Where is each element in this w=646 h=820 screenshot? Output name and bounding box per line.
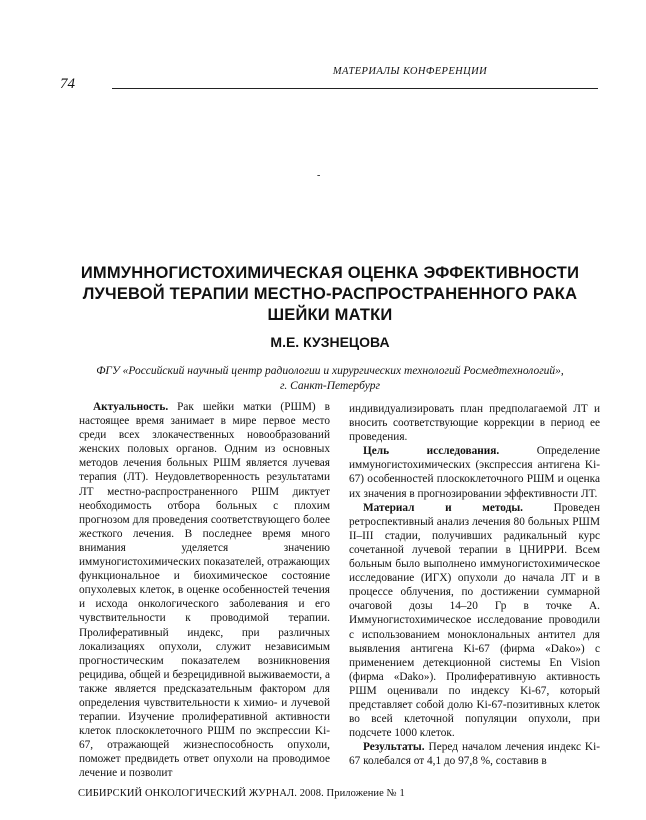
paragraph-continuation bbox=[349, 402, 600, 444]
affiliation-line: ФГУ «Российский научный центр радиологии и хирургических технологий Росмедтехнологий», bbox=[96, 365, 564, 377]
paragraph-aim bbox=[349, 444, 600, 500]
paragraph-heading: Цель исследования. bbox=[363, 445, 500, 458]
paragraph-results bbox=[349, 740, 600, 768]
paragraph-text: Определение иммуногистохимических (экспрессия антигена Ki-67) особенностей плоскоклеточного РШМ и оценка их значения в прогнозировании эффективности ЛТ. bbox=[349, 445, 600, 500]
paragraph-text: индивидуализировать план предполагаемой ЛТ и вносить соответствующие коррекции в период ее проведения. bbox=[349, 403, 600, 444]
paragraph-heading: Актуальность. bbox=[93, 401, 169, 413]
page-number: 74 bbox=[60, 76, 75, 92]
title-line: ЛУЧЕВОЙ ТЕРАПИИ МЕСТНО-РАСПРОСТРАНЕННОГО РАКА bbox=[82, 285, 578, 303]
paragraph-text: Перед началом лечения индекс Ki-67 колебался от 4,1 до 97,8 %, составив в bbox=[349, 741, 600, 768]
paragraph-text: Проведен ретроспективный анализ лечения 80 больных РШМ II–III стадии, получивших радикальный курс сочетанной лучевой терапии в ЦНИРРИ. Всем больным было выполнено иммуногистохимическое исследование (ИГХ) опухоли до начала ЛТ и в процессе облучения, по достижении суммарной очаговой дозы 14–20 Гр в точке А. Иммуногистохимическое исследование проводили с использованием моноклональных антител для выявления антигена Ki-67 (фирма «Dako») с применением детекционной системы En Vision (фирма «Dako»). Пролиферативную активность РШМ оценивали по индексу Ki-67, который представляет собой долю Ki-67-позитивных клеток во всей клеточной популяции опухоли, при подсчете 1000 клеток. bbox=[349, 501, 600, 740]
journal-footer: СИБИРСКИЙ ОНКОЛОГИЧЕСКИЙ ЖУРНАЛ. 2008. Приложение № 1 bbox=[78, 788, 405, 799]
paragraph-relevance bbox=[79, 400, 330, 781]
paragraph-text: Рак шейки матки (РШМ) в настоящее время занимает в мире первое место среди всех злокачественных новообразований женских половых органов. Одним из основных методов лечения больных РШМ является лучевая терапия (ЛТ). Неудовлетворенность результатами ЛТ местно-распространенного РШМ диктует необходимость отбора больных с плохим прогнозом для проведения соответствующего более жесткого лечения. В последнее время много внимания уделяется значению иммуногистохимических показателей, отражающих функциональное и биохимическое состояние опухолевых клеток, в оценке особенностей течения и исхода онкологического заболевания и его чувствительности к проводимой терапии. Пролиферативный индекс, при различных локализациях опухоли, служит независимым прогностическим показателем возникновения рецидива, общей и безрецидивной выживаемости, а также является предсказательным фактором для определения чувствительности к химио- и лучевой терапии. Изучение пролиферативной активности клеток плоскоклеточного РШМ по экспрессии Ki-67, отражающей жизнеспособность опухоли, поможет предвидеть ответ опухоли на проводимое лечение и позволит bbox=[79, 401, 330, 780]
title-line: ИММУННОГИСТОХИМИЧЕСКАЯ ОЦЕНКА ЭФФЕКТИВНОСТИ bbox=[80, 264, 580, 282]
header-divider bbox=[112, 88, 598, 89]
right-column bbox=[349, 402, 600, 768]
title-line: ШЕЙКИ МАТКИ bbox=[267, 306, 393, 324]
paragraph-methods bbox=[349, 501, 600, 741]
article-title bbox=[60, 263, 600, 326]
paragraph-heading: Результаты. bbox=[363, 741, 425, 754]
affiliation-line: г. Санкт-Петербург bbox=[280, 379, 380, 392]
author-affiliation bbox=[60, 364, 600, 393]
paragraph-heading: Материал и методы. bbox=[363, 501, 523, 514]
left-column bbox=[79, 400, 330, 781]
running-header: МАТЕРИАЛЫ КОНФЕРЕНЦИИ bbox=[332, 66, 488, 77]
author-name: М.Е. КУЗНЕЦОВА bbox=[270, 334, 390, 350]
stray-mark: - bbox=[317, 170, 321, 181]
